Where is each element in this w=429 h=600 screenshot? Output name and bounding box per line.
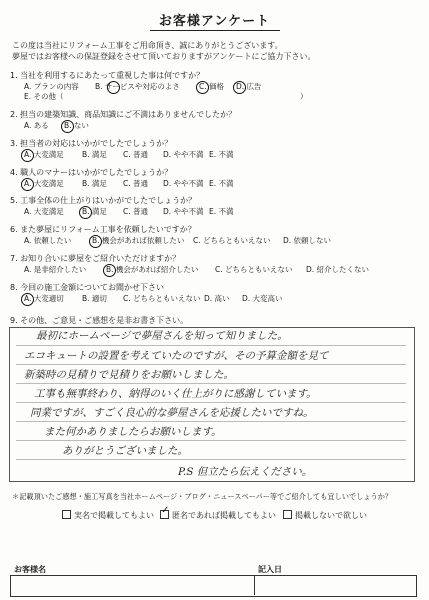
q7-option-a[interactable]: A. 是非紹介したい <box>24 265 87 274</box>
handwriting-line-4: 工事も無事終わり、納得のいく仕上がりに感謝しています。 <box>34 388 317 400</box>
q5-option-b[interactable]: B. 満足 <box>82 207 107 216</box>
handwriting-line-5: 同業ですが、すごく良心的な夢屋さんを応援したいですね。 <box>30 407 314 419</box>
comment-rule-6 <box>16 440 406 441</box>
q4-answer-circle-a <box>21 178 34 191</box>
comment-rule-7 <box>16 459 406 460</box>
q1-close-paren: ） <box>300 92 308 101</box>
comment-rule-5 <box>16 421 406 422</box>
q1-option-a[interactable]: A. プランの内容 <box>24 82 79 91</box>
intro-line-2: 夢屋ではお客様への保証登録をさせて頂いておりますがアンケートにご協力下さい。 <box>12 52 316 61</box>
q7-option-c[interactable]: C. どちらともいえない <box>215 265 293 274</box>
field-divider <box>254 575 255 595</box>
question-9: 9. その他、ご意見・ご感想を是非お書き下さい。 <box>10 316 189 325</box>
title-underline <box>150 30 280 31</box>
q3-option-b[interactable]: B. 満足 <box>82 150 107 159</box>
question-7: 7. お知り合いに夢屋をご紹介いただけますか？ <box>10 254 181 263</box>
q5-option-e[interactable]: E. 不満 <box>209 207 234 216</box>
entry-date-label: 記入日 <box>258 565 282 574</box>
q1-answer-circle-b <box>107 81 120 94</box>
q6-option-d[interactable]: D. 依頼しない <box>283 236 332 245</box>
handwriting-line-1: 最初にホームページで夢屋さんを知って知りました。 <box>36 330 288 342</box>
q8-answer-circle-a <box>21 293 34 306</box>
question-4: 4. 職人のマナーはいかがでしたでしょうか？ <box>10 168 173 177</box>
q7-option-d[interactable]: D. 紹介したくない <box>306 265 370 274</box>
handwriting-line-2: エコキュートの設置を考えていたのですが、その予算金額を見て <box>24 350 329 362</box>
question-2: 2. 担当の建築知識、商品知識にご不満はありませんでしたか？ <box>10 110 237 119</box>
q2-option-b[interactable]: B. ない <box>64 121 89 130</box>
question-1: 1. 当社を利用するにあたって重視した事は何ですか？ <box>10 71 205 80</box>
question-8: 8. 今回の施工金額についてお聞かせ下さい <box>10 283 165 292</box>
name-date-field-box[interactable] <box>10 575 417 597</box>
q7-option-b[interactable]: B. 機会があれば紹介したい <box>106 265 199 274</box>
q6-option-c[interactable]: C. どちらともいえない <box>193 236 271 245</box>
q8-option-c[interactable]: C. どちらともいえない <box>123 294 201 303</box>
question-5: 5. 工事全体の仕上がりはいかがでしたでしょうか？ <box>10 196 197 205</box>
handwriting-line-6: また何かありましたらお願いします。 <box>44 426 222 438</box>
q1-answer-circle-c <box>196 81 209 94</box>
question-3: 3. 担当者の対応はいかがでしたでしょうか？ <box>10 139 173 148</box>
q1-answer-circle-d <box>233 81 246 94</box>
q4-option-c[interactable]: C. 普通 <box>123 179 149 188</box>
consent-option-label: 掲載しないで欲しい <box>295 511 367 520</box>
consent-option-decline[interactable] <box>283 510 367 521</box>
consent-option-label: 匿名であれば掲載してもよい <box>172 511 276 520</box>
q1-option-d[interactable]: D. 広告 <box>236 82 262 91</box>
comment-rule-1 <box>16 345 406 346</box>
q3-answer-circle-a <box>21 149 34 162</box>
comment-rule-3 <box>16 383 406 384</box>
q2-option-a[interactable]: A. ある <box>24 121 49 130</box>
q2-answer-circle-b <box>61 120 74 133</box>
question-6: 6. また夢屋にリフォーム工事を依頼したいですか？ <box>10 225 196 234</box>
q1-option-e[interactable]: E. その他（ <box>24 92 64 101</box>
q8-option-a[interactable]: A. 大変適切 <box>24 294 64 303</box>
checkbox[interactable] <box>62 510 71 519</box>
q5-option-c[interactable]: C. 普通 <box>123 207 149 216</box>
survey-title: お客様アンケート <box>158 14 271 29</box>
q4-option-e[interactable]: E. 不満 <box>209 179 234 188</box>
handwriting-line-3: 新築時の見積りで見積りをお願いしました。 <box>24 369 234 381</box>
intro-line-1: この度は当社にリフォーム工事をご用命頂き、誠にありがとうございます。 <box>12 41 283 50</box>
handwriting-line-7: ありがとうございました。 <box>62 445 188 457</box>
q3-option-e[interactable]: E. 不満 <box>209 150 234 159</box>
q4-option-d[interactable]: D. やや不満 <box>163 179 204 188</box>
q3-option-a[interactable]: A. 大変満足 <box>24 150 64 159</box>
consent-option-anonymous[interactable] <box>160 505 276 521</box>
q8-option-e[interactable]: D. 大変高い <box>242 294 283 303</box>
customer-name-label: お客様名 <box>14 565 46 574</box>
q3-option-c[interactable]: C. 普通 <box>123 150 149 159</box>
q8-option-b[interactable]: B. 適切 <box>82 294 107 303</box>
q1-option-c[interactable]: C. 価格 <box>199 82 225 91</box>
q8-option-d[interactable]: D. 高い <box>204 294 230 303</box>
comment-rule-2 <box>16 364 406 365</box>
handwriting-ps: P.S 但立たら伝えください。 <box>178 466 313 478</box>
consent-option-label: 実名で掲載してもよい <box>74 511 154 520</box>
consent-question: ＊記載頂いたご感想・施工写真を当社ホームページ・ブログ・ニュースペーパー等でご紹介しても宜しいでしょうか？ <box>12 492 393 501</box>
q6-answer-circle-b <box>89 235 102 248</box>
consent-option-real-name[interactable] <box>62 510 154 521</box>
q6-option-a[interactable]: A. 依頼したい <box>24 236 72 245</box>
comment-rule-4 <box>16 402 406 403</box>
q5-answer-circle-b <box>79 206 92 219</box>
checkbox-checked[interactable]: ✓ <box>160 510 169 519</box>
q4-option-b[interactable]: B. 満足 <box>82 179 107 188</box>
q4-option-a[interactable]: A. 大変満足 <box>24 179 64 188</box>
q5-option-d[interactable]: D. やや不満 <box>163 207 204 216</box>
q6-option-b[interactable]: B. 機会があれば依頼したい <box>92 236 185 245</box>
q3-option-d[interactable]: D. やや不満 <box>163 150 204 159</box>
q1-option-b[interactable]: B. サービスや対応のよさ <box>95 82 180 91</box>
q5-option-a[interactable]: A. 大変満足 <box>24 207 64 216</box>
checkbox[interactable] <box>283 510 292 519</box>
q7-answer-circle-b <box>103 264 116 277</box>
